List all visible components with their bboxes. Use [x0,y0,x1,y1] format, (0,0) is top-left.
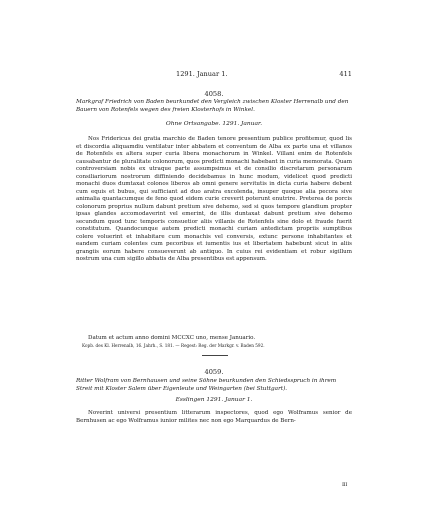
doc1-number: 4058. [204,90,224,98]
doc1-body [76,136,352,264]
doc2-body [76,410,352,425]
page-number: 411 [339,70,352,78]
section-divider [202,355,228,356]
doc1-summary: Markgraf Friedrich von Baden beurkundet den Vergleich zwischen Kloster Herrenalb und den Bauern von Rotenfels wegen des freien Klosterhofs in Winkel. [76,99,349,113]
signature-mark: ⅡⅠ [342,482,348,488]
doc2-dateline: Esslingen 1291. Januar 1. [175,397,253,403]
doc2-summary: Ritter Wolfram von Bernhausen und seine Söhne beurkunden den Schiedsspruch in ihrem Streit mit Kloster Salem über Eigenleute und Weingarten (bei Stuttgart). [76,378,337,392]
doc2-text: Noverint universi presentium litterarum inspectores, quod ego Wolframus senior de Bernhusen ac ego Wolframus iunior milites nec non ego Marquardus de Bern- [76,410,352,424]
header-date: 1291. Januar 1. [176,70,228,78]
doc1-dateline: Ohne Ortsangabe. 1291. Januar. [165,121,263,127]
doc2-number: 4059. [204,368,224,376]
doc1-closing: Datum et actum anno domini MCCXC uno, mense Januario. [88,335,256,341]
doc1-source: Kopb. des Kl. Herrenalb, 16. Jahrh., S. 181. — Regest: Reg. der Markgr. v. Baden 592. [82,343,265,348]
doc1-text: Nos Fridericus dei gratia marchio de Baden tenore presentium publice profitemur, quod lis et discordia aliquamdiu ventilatur inter abbatem et conventum de Alba ex parte una et villanos de Rotenfels ex altera super curia libera monachorum in Winkel. Villani enim de Rotenfels causabantur de pluralitate colonorum, quos predicti monachi habebant in curia memorata. Quam controversiam nobis ex utraque parte assumpsimus et de consilio discretarum personarum consiliariorum nostrorum diffiniendo decidebamus in hunc modum, videlicet quod predicti monachi duos dumtaxat colonos liberos ab omni genere servitutis in dicta curia habere debent cum equis et bubus, qui sufficiant ad duo aratra excolenda, insuper quoque alia pecora sive animalia quantacumque de feno quod eidem curie creverit poterunt enutrire. Preterea de porcis colonorum proprius nullum dabunt pretium sive dehemo, sed si quos tempore glandium propter ipsas glandes accomodaverint vel emerint, de illis duntaxat dabunt pretium sive dehemo secundum quod tunc temporis consuetior aliis villanis de Rotenfels sine dolo et fraude fuerit constitutum. Quandocunque autem predicti monachi curiam antedictam propriis sumptibus colere voluerint et inhabitare cum monachis vel conversis, extunc persone inhabitantes et eandem curiam colentes cum pecoribus et iumentis ius et libertatem habebunt sicut in aliis grangiis eorum habere consueverunt ab antiquo. In cuius rei evidentiam et robur sigillum nostrum una cum sigillo abbatis de Alba presentibus est appensum. [76,136,352,263]
